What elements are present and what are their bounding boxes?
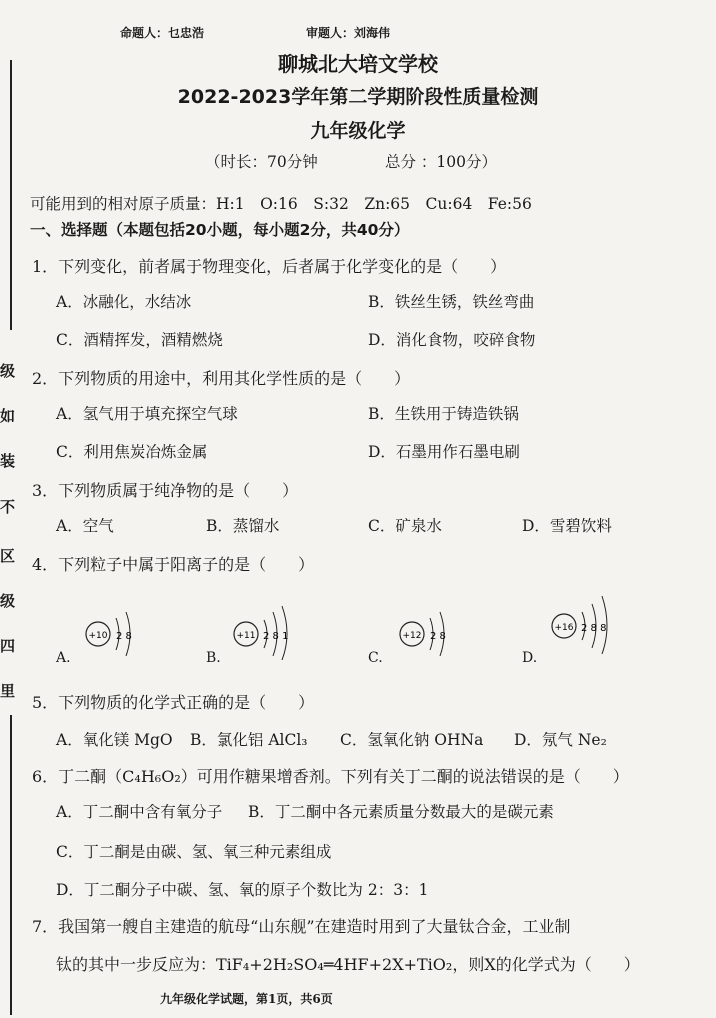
option: A．冰融化，水结冰 bbox=[56, 293, 192, 311]
question-stem: 6．丁二酮（C₄H₆O₂）可用作糖果增香剂。下列有关丁二酮的说法错误的是（ ） bbox=[32, 767, 629, 786]
option: C．氢氧化钠 OHNa bbox=[340, 731, 484, 749]
binding-char: 装 bbox=[0, 452, 16, 470]
nucleus-charge: +10 bbox=[88, 631, 108, 641]
exam-setter: 命题人：乜忠浩 bbox=[120, 26, 205, 40]
binding-char: 区 bbox=[0, 547, 16, 565]
option: B．生铁用于铸造铁锅 bbox=[368, 405, 519, 423]
exam-reviewer: 审题人：刘海伟 bbox=[306, 26, 391, 40]
question-stem: 5．下列物质的化学式正确的是（ ） bbox=[32, 693, 315, 712]
binding-margin bbox=[0, 0, 14, 1018]
option: C. bbox=[368, 650, 383, 666]
binding-char: 不 bbox=[0, 498, 16, 516]
question-stem: 4．下列粒子中属于阳离子的是（ ） bbox=[32, 555, 315, 574]
nucleus-charge: +12 bbox=[402, 631, 422, 641]
question-stem: 7．我国第一艘自主建造的航母“山东舰”在建造时用到了大量钛合金，工业制 bbox=[32, 917, 571, 936]
atom-structure-d bbox=[548, 590, 628, 654]
exam-title: 2022-2023学年第二学期阶段性质量检测 bbox=[177, 86, 539, 108]
atomic-masses: 可能用到的相对原子质量：H:1 O:16 S:32 Zn:65 Cu:64 Fe:56 bbox=[30, 195, 532, 213]
electron-shells: 2 8 bbox=[430, 631, 446, 642]
option: B．蒸馏水 bbox=[206, 517, 280, 535]
binding-char: 如 bbox=[0, 407, 16, 425]
question-stem: 1．下列变化，前者属于物理变化，后者属于化学变化的是（ ） bbox=[32, 257, 507, 276]
option: D．石墨用作石墨电刷 bbox=[368, 443, 520, 461]
option: D．雪碧饮料 bbox=[522, 517, 612, 535]
school-name: 聊城北大培文学校 bbox=[278, 52, 438, 76]
option: A．氢气用于填充探空气球 bbox=[56, 405, 238, 423]
option: D. bbox=[522, 650, 538, 666]
option: D．氖气 Ne₂ bbox=[514, 731, 607, 749]
option: A. bbox=[56, 650, 71, 666]
atom-structure-b bbox=[230, 598, 300, 660]
option: C．酒精挥发，酒精燃烧 bbox=[56, 331, 223, 349]
binding-char: 里 bbox=[0, 682, 16, 700]
option: C．丁二酮是由碳、氢、氧三种元素组成 bbox=[56, 843, 332, 861]
electron-shells: 2 8 8 bbox=[581, 623, 607, 634]
atom-structure-c bbox=[396, 600, 466, 660]
option: B．铁丝生锈，铁丝弯曲 bbox=[368, 293, 535, 311]
option: A．丁二酮中含有氧分子 bbox=[56, 803, 223, 821]
question-stem: 2．下列物质的用途中，利用其化学性质的是（ ） bbox=[32, 369, 411, 388]
nucleus-charge: +16 bbox=[554, 623, 574, 633]
exam-total-score: 总分 ：100分） bbox=[385, 153, 498, 171]
binding-char: 级 bbox=[0, 592, 16, 610]
option: D．消化食物，咬碎食物 bbox=[368, 331, 536, 349]
option: C．利用焦炭冶炼金属 bbox=[56, 443, 208, 461]
question-stem: 3．下列物质属于纯净物的是（ ） bbox=[32, 481, 299, 500]
option: A．空气 bbox=[56, 517, 114, 535]
electron-shells: 2 8 bbox=[116, 631, 132, 642]
binding-char: 级 bbox=[0, 362, 16, 380]
nucleus-charge: +11 bbox=[236, 631, 256, 641]
option: B．氯化铝 AlCl₃ bbox=[190, 731, 308, 749]
page-footer: 九年级化学试题，第1页，共6页 bbox=[160, 992, 333, 1006]
option: A．氧化镁 MgO bbox=[56, 731, 173, 749]
binding-char: 四 bbox=[0, 637, 16, 655]
atom-structure-a bbox=[82, 600, 152, 660]
option: B．丁二酮中各元素质量分数最大的是碳元素 bbox=[248, 803, 554, 821]
option: B. bbox=[206, 650, 221, 666]
binding-line-bottom bbox=[10, 715, 12, 1015]
question-stem-continued: 钛的其中一步反应为：TiF₄+2H₂SO₄═4HF+2X+TiO₂，则X的化学式为（ ） bbox=[56, 955, 640, 974]
section-heading: 一、选择题（本题包括20小题，每小题2分，共40分） bbox=[30, 221, 410, 239]
subject-title: 九年级化学 bbox=[310, 120, 406, 142]
option: C．矿泉水 bbox=[368, 517, 442, 535]
option: D．丁二酮分子中碳、氢、氧的原子个数比为 2：3：1 bbox=[56, 881, 429, 899]
exam-duration: （时长：70分钟 bbox=[205, 153, 318, 171]
electron-shells: 2 8 1 bbox=[263, 631, 289, 642]
